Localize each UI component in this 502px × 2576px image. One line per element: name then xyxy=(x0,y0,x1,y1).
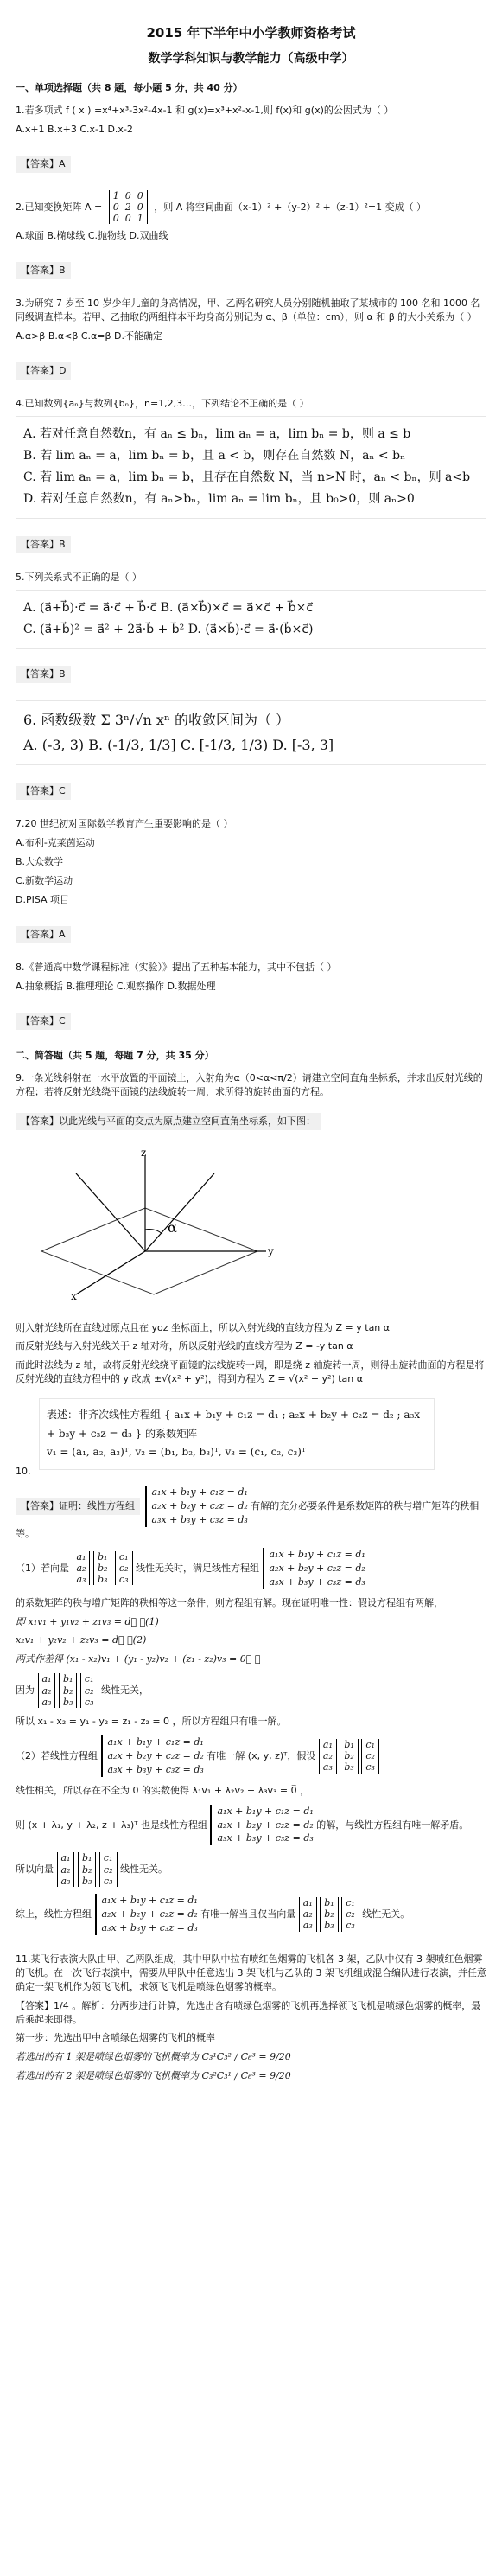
q9-alpha-label: α xyxy=(168,1218,177,1236)
q5-handwritten-options xyxy=(16,590,486,649)
q10-v2-d: b₁ b₂ b₃ xyxy=(78,1852,96,1887)
q9-axis-y-label: y xyxy=(268,1244,274,1257)
q10-summary-row xyxy=(16,1894,486,1935)
q2-matrix: 1 0 0 0 2 0 0 0 1 xyxy=(109,190,148,225)
q7-answer: 【答案】A xyxy=(16,926,71,943)
q10-v1: a₁ a₂ a₃ xyxy=(73,1551,91,1586)
q10-p1-lead: （1）若向量 xyxy=(16,1562,69,1574)
q10-v1-e: a₁ a₂ a₃ xyxy=(299,1897,317,1932)
q8-options: A.抽象概括 B.推理理论 C.观察操作 D.数据处理 xyxy=(16,980,216,992)
q9-text: 9.一条光线斜射在一水平放置的平面镜上，入射角为α（0<α<π/2）请建立空间直角坐标系，并求出反射光线的方程；若将反射光线绕平面镜的法线旋转一周，求所得的旋转曲面的方程。 xyxy=(16,1071,483,1097)
q10-summary-mid: 有唯一解当且仅当向量 xyxy=(200,1908,296,1920)
q2-text-before: 2.已知变换矩阵 A = xyxy=(16,201,103,213)
q10-system-5: a₁x + b₁y + c₁z = d₁ a₂x + b₂y + c₂z = d₂ a₃x + b₃y + c₃z = d₃ xyxy=(95,1894,198,1935)
q10-handwritten-block xyxy=(16,1393,486,1479)
q5-answer: 【答案】B xyxy=(16,666,71,683)
q11-text: 11.某飞行表演大队由甲、乙两队组成，其中甲队中拉有喷红色烟雾的飞机各 3 架，乙队中仅有 3 架喷红色烟雾的飞机。在一次飞行表演中，需要从甲队中任意选出 3 架飞机与乙队的 3 架飞机组成混合编队进行表演，并任意确定一架飞机作为领飞飞机，求领飞飞机是喷绿色烟雾的概率。 xyxy=(16,1953,486,1992)
q10-summary-lead: 综上，线性方程组 xyxy=(16,1908,92,1920)
q10-v2-b: b₁ b₂ b₃ xyxy=(59,1673,77,1708)
q10-answer-row xyxy=(16,1486,486,1541)
q10-p2-row xyxy=(16,1735,486,1777)
q10-v1-b: a₁ a₂ a₃ xyxy=(38,1673,56,1708)
q10-number: 10. xyxy=(16,1466,31,1478)
q7-option-d: D.PISA 项目 xyxy=(16,894,70,906)
q7-option-a: A.布利-克莱茵运动 xyxy=(16,837,95,849)
q10-p1-row xyxy=(16,1548,486,1589)
q4-option-c: C. 若 lim aₙ = a，lim bₙ = b，且存在自然数 N，当 n>N 时，aₙ < bₙ，则 a<b xyxy=(23,470,471,485)
q10-p1-eq2: x₂v₁ + y₂v₂ + z₂v₃ = d⃗ ，(2) xyxy=(16,1634,147,1646)
q11-answer: 【答案】1/4 。解析：分两步进行计算，先选出含有喷绿色烟雾的飞机再选择领飞飞机是喷绿色烟雾的概率，最后乘起来即得。 xyxy=(16,1999,481,2025)
q10-v1-d: a₁ a₂ a₃ xyxy=(57,1852,75,1887)
page-title: 2015 年下半年中小学教师资格考试 xyxy=(146,25,356,41)
q10-v3-d: c₁ c₂ c₃ xyxy=(99,1852,118,1887)
q10-summary-tail: 线性无关。 xyxy=(362,1908,410,1920)
q10-p2-lead: （2）若线性方程组 xyxy=(16,1749,98,1761)
q9-answer-intro: 【答案】以此光线与平面的交点为原点建立空间直角坐标系，如下图： xyxy=(16,1113,321,1130)
q1-answer: 【答案】A xyxy=(16,156,71,173)
q2-text-after: ，则 A 将空间曲面（x-1）² +（y-2）² +（z-1）²=1 变成（ ） xyxy=(154,201,427,213)
q6-title: 6. 函数级数 Σ 3ⁿ/√n xⁿ 的收敛区间为（ ） xyxy=(23,711,290,728)
q10-p2-so: 所以向量 xyxy=(16,1863,54,1876)
q2-text xyxy=(16,190,486,225)
q10-v1-c: a₁ a₂ a₃ xyxy=(319,1739,337,1774)
page-subtitle: 数学学科知识与教学能力（高级中学） xyxy=(148,51,354,66)
q3-text: 3.为研究 7 岁至 10 岁少年儿童的身高情况，甲、乙两名研究人员分别随机抽取了某城市的 100 名和 1000 名同级调查样本。若甲、乙抽取的两组样本平均身高分别记为 α、β（单位：cm），则 α 和 β 的大小关系为（ ） xyxy=(16,297,480,323)
q6-options: A. (-3, 3) B. (-1/3, 1/3] C. [-1/3, 1/3) D. [-3, 3] xyxy=(23,736,334,753)
q4-option-a: A. 若对任意自然数n，有 aₙ ≤ bₙ，lim aₙ = a，lim bₙ = b，则 a ≤ b xyxy=(23,426,411,441)
q5-text: 5.下列关系式不正确的是（ ） xyxy=(16,571,142,583)
q4-option-b: B. 若 lim aₙ = a，lim bₙ = b，且 a < b，则存在自然数 N，aₙ < bₙ xyxy=(23,449,406,463)
q10-v2-c: b₁ b₂ b₃ xyxy=(340,1739,358,1774)
q4-answer: 【答案】B xyxy=(16,536,71,553)
q7-text: 7.20 世纪初对国际数学教育产生重要影响的是（ ） xyxy=(16,818,233,830)
q11-line-a: 若选出的有 1 架是喷绿色烟雾的飞机概率为 C₃¹C₃² / C₆³ = 9/20 xyxy=(16,2051,291,2063)
q4-handwritten-options xyxy=(16,416,486,519)
q10-v2: b₁ b₂ b₃ xyxy=(93,1551,111,1586)
q7-option-b: B.大众数学 xyxy=(16,856,64,868)
q6-answer: 【答案】C xyxy=(16,783,71,800)
q3-answer: 【答案】D xyxy=(16,362,71,380)
q11-line-b: 若选出的有 2 架是喷绿色烟雾的飞机概率为 C₃²C₃¹ / C₆³ = 9/20 xyxy=(16,2070,291,2082)
q10-v3-b: c₁ c₂ c₃ xyxy=(80,1673,98,1708)
q10-p2-mid: 有唯一解 (x, y, z)ᵀ，假设 xyxy=(207,1749,316,1761)
q10-system-3: a₁x + b₁y + c₁z = d₁ a₂x + b₂y + c₂z = d₂ a₃x + b₃y + c₃z = d₃ xyxy=(101,1735,204,1777)
q10-answer-lead: 【答案】证明：线性方程组 xyxy=(16,1498,140,1515)
q9-3d-axes-figure xyxy=(16,1147,283,1303)
q10-p1-conclude: 所以 x₁ - x₂ = y₁ - y₂ = z₁ - z₂ = 0 ，所以方程组只有唯一解。 xyxy=(16,1715,287,1727)
q5-options-cd: C. (a⃗+b⃗)² = a⃗² + 2a⃗·b⃗ + b⃗² D. (a⃗×b⃗)·c⃗ = a⃗·(b⃗×c⃗) xyxy=(23,622,314,636)
q10-v2-e: b₁ b₂ b₃ xyxy=(320,1897,338,1932)
q8-text: 8.《普通高中数学课程标准（实验）》提出了五种基本能力，其中不包括（ ） xyxy=(16,962,337,974)
q9-line2: 而反射光线与入射光线关于 z 轴对称，所以反射光线的直线方程为 Z = -y tan α xyxy=(16,1340,353,1352)
q10-system-2: a₁x + b₁y + c₁z = d₁ a₂x + b₂y + c₂z = d₂ a₃x + b₃y + c₃z = d₃ xyxy=(263,1548,365,1589)
q8-answer: 【答案】C xyxy=(16,1013,71,1030)
q7-option-c: C.新数学运动 xyxy=(16,875,73,887)
q10-v3: c₁ c₂ c₃ xyxy=(115,1551,133,1586)
q10-p2-so-row xyxy=(16,1852,486,1887)
q10-p2-tail: 线性相关，所以存在不全为 0 的实数使得 λ₁v₁ + λ₂v₂ + λ₃v₃ = 0⃗ ， xyxy=(16,1784,310,1796)
q10-handwritten-question xyxy=(39,1398,435,1470)
q5-options-ab: A. (a⃗+b⃗)·c⃗ = a⃗·c⃗ + b⃗·c⃗ B. (a⃗×b⃗)×c⃗ = a⃗×c⃗ + b⃗×c⃗ xyxy=(23,600,314,615)
q9-line1: 则入射光线所在直线过原点且在 yoz 坐标面上，所以入射光线的直线方程为 Z = y tan α xyxy=(16,1321,391,1333)
q11-step1: 第一步：先选出甲中含喷绿色烟雾的飞机的概率 xyxy=(16,2032,215,2044)
q10-because-row xyxy=(16,1673,486,1708)
q10-hand-line-1: 表述：非齐次线性方程组 { a₁x + b₁y + c₁z = d₁ ; a₂x + b₂y + c₂z = d₂ ; a₃x + b₃y + c₃z = d₃ } 的系数矩阵 xyxy=(47,1409,421,1440)
q10-p2-then-row xyxy=(16,1805,486,1846)
q2-options: A.球面 B.椭球线 C.抛物线 D.双曲线 xyxy=(16,230,168,242)
q4-text: 4.已知数列{aₙ}与数列{bₙ}，n=1,2,3…，下列结论不正确的是（ ） xyxy=(16,397,309,409)
q10-p1-mid: 线性无关时，满足线性方程组 xyxy=(136,1562,259,1574)
q10-indep: 线性无关， xyxy=(101,1684,149,1697)
q4-option-d: D. 若对任意自然数n，有 aₙ>bₙ，lim aₙ = lim bₙ，且 b₀>0，则 aₙ>0 xyxy=(23,492,415,507)
q10-v3-e: c₁ c₂ c₃ xyxy=(341,1897,359,1932)
q10-hand-line-2: v₁ = (a₁, a₂, a₃)ᵀ, v₂ = (b₁, b₂, b₃)ᵀ, v₃ = (c₁, c₂, c₃)ᵀ xyxy=(47,1446,307,1459)
q3-options: A.α>β B.α<β C.α=β D.不能确定 xyxy=(16,330,162,342)
q1-text: 1.若多项式 f ( x ) =x⁴+x³-3x²-4x-1 和 g(x)=x³+x²-x-1,则 f(x)和 g(x)的公因式为（ ） xyxy=(16,104,394,116)
q10-p1-eq3: 两式作差得 (x₁ - x₂)v₁ + (y₁ - y₂)v₂ + (z₁ - z₂)v₃ = 0⃗ ， xyxy=(16,1653,261,1665)
q10-system-4: a₁x + b₁y + c₁z = d₁ a₂x + b₂y + c₂z = d₂ a₃x + b₃y + c₃z = d₃ xyxy=(210,1805,313,1846)
q1-options: A.x+1 B.x+3 C.x-1 D.x-2 xyxy=(16,123,133,135)
q10-p1-tail: 的系数矩阵的秩与增广矩阵的秩相等这一条件，则方程组有解。现在证明唯一性：假设方程组有两解， xyxy=(16,1596,443,1608)
q9-line3: 而此时法线为 z 轴，故将反射光线绕平面镜的法线旋转一周，即是绕 z 轴旋转一周，则得出旋转曲面的方程是将反射光线的直线方程中的 y 改成 ±√(x² + y²)，得到方程为 Z = √(x² + y²) tan α xyxy=(16,1359,485,1385)
q7-options xyxy=(16,836,486,907)
q10-system-1: a₁x + b₁y + c₁z = d₁ a₂x + b₂y + c₂z = d₂ a₃x + b₃y + c₃z = d₃ xyxy=(145,1486,248,1527)
q10-v3-c: c₁ c₂ c₃ xyxy=(361,1739,379,1774)
q10-p1-eq1: 即 x₁v₁ + y₁v₂ + z₁v₃ = d⃗ ，(1) xyxy=(16,1615,159,1627)
section-heading-1: 一、单项选择题（共 8 题，每小题 5 分，共 40 分） xyxy=(16,82,243,94)
q9-axis-z-label: z xyxy=(141,1147,147,1159)
q2-answer: 【答案】B xyxy=(16,262,71,279)
q10-p2-then: 则 (x + λ₁, y + λ₂, z + λ₃)ᵀ 也是线性方程组 xyxy=(16,1819,207,1831)
q9-axis-x-label: x xyxy=(71,1289,77,1302)
q6-handwritten-question xyxy=(16,700,486,766)
q10-p2-so-tail: 线性无关。 xyxy=(120,1863,168,1876)
q10-p2-then-tail: 的解，与线性方程组有唯一解矛盾。 xyxy=(316,1819,469,1831)
section-heading-2: 二、简答题（共 5 题，每题 7 分，共 35 分） xyxy=(16,1049,214,1061)
q10-because: 因为 xyxy=(16,1684,35,1697)
q10-answer-tail: 有解的充分必要条件是系数矩阵的秩与增广矩阵的秩相等。 xyxy=(16,1499,480,1539)
